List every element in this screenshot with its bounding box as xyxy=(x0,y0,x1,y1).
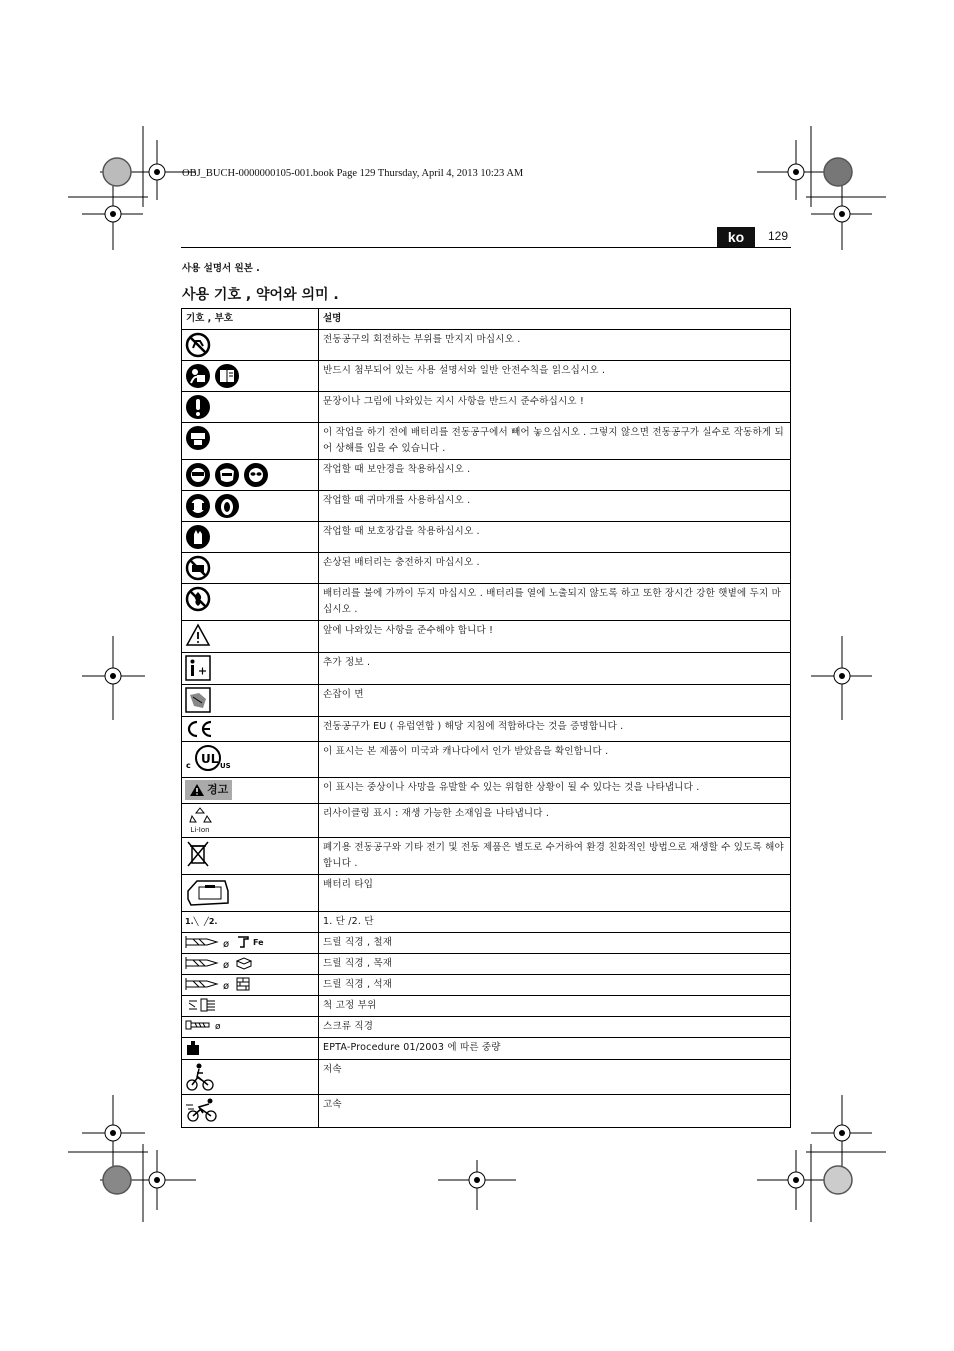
header-symbol: 기호 , 부호 xyxy=(182,309,319,330)
row-description: 전동공구의 회전하는 부위를 만지지 마십시오 . xyxy=(319,330,791,361)
table-row xyxy=(182,912,791,933)
warning-triangle-icon xyxy=(185,623,211,647)
ear-protection-icon xyxy=(185,493,211,519)
exclamation-icon xyxy=(185,394,211,420)
table-row xyxy=(182,392,791,423)
row-description: 작업할 때 귀마개를 사용하십시오 . xyxy=(319,491,791,522)
table-row xyxy=(182,330,791,361)
gear-stage-2-label: 2. xyxy=(208,917,218,926)
row-description: 앞에 나와있는 사항을 준수해야 합니다 ! xyxy=(319,621,791,653)
book-info-line: OBJ_BUCH-0000000105-001.book Page 129 Thursday, April 4, 2013 10:23 AM xyxy=(182,168,524,179)
row-description: 전동공구가 EU ( 유럽연합 ) 해당 지침에 적합하다는 것을 증명합니다 . xyxy=(319,717,791,742)
row-description: 손잡이 면 xyxy=(319,685,791,717)
row-description: 작업할 때 보호장갑을 착용하십시오 . xyxy=(319,522,791,553)
masonry-icon xyxy=(236,977,250,991)
row-description: 이 작업을 하기 전에 배터리를 전동공구에서 빼어 놓으십시오 . 그렇지 않으면 전동공구가 실수로 작동하게 되어 상해를 입을 수 있습니다 . xyxy=(319,423,791,460)
info-plus-icon xyxy=(185,655,211,681)
drill-bit-icon xyxy=(185,956,233,970)
drill-bit-icon xyxy=(185,977,233,991)
table-row xyxy=(182,804,791,838)
row-description: EPTA-Procedure 01/2003 에 따른 중량 xyxy=(319,1038,791,1060)
li-ion-label: Li-Ion xyxy=(190,826,210,834)
gear-stage-icon: 1.╲ ╱2. xyxy=(185,917,218,926)
header-description: 설명 xyxy=(319,309,791,330)
svg-text:ø: ø xyxy=(215,1022,221,1031)
svg-text:ø: ø xyxy=(223,960,230,970)
gear-stage-1-label: 1. xyxy=(185,917,194,926)
steel-icon xyxy=(236,935,250,949)
row-description: 배터리 타입 xyxy=(319,875,791,912)
page-number: 129 xyxy=(768,229,789,243)
row-description: 리사이클링 표시 : 재생 가능한 소재임을 나타냅니다 . xyxy=(319,804,791,838)
battery-pack-icon xyxy=(185,877,231,909)
table-row xyxy=(182,838,791,875)
glasses-icon xyxy=(243,462,269,488)
crossed-bin-icon xyxy=(185,840,211,868)
table-row xyxy=(182,954,791,975)
wood-icon xyxy=(236,956,252,970)
remove-battery-icon xyxy=(185,425,211,451)
table-row xyxy=(182,460,791,491)
goggles-icon xyxy=(185,462,211,488)
drill-bit-icon xyxy=(185,935,233,949)
slow-bicycle-icon xyxy=(185,1062,215,1092)
warning-label-icon xyxy=(185,780,232,800)
row-description: 드릴 직경 , 석재 xyxy=(319,975,791,996)
page-title: 사용 기호 , 약어와 의미 . xyxy=(182,287,339,303)
table-row xyxy=(182,522,791,553)
table-row xyxy=(182,1060,791,1095)
subtitle: 사용 설명서 원본 . xyxy=(182,263,260,274)
row-description: 스크류 직경 xyxy=(319,1017,791,1038)
row-description: 문장이나 그림에 나와있는 지시 사항을 반드시 준수하십시오 ! xyxy=(319,392,791,423)
no-fire-battery-icon xyxy=(185,586,211,612)
row-description: 작업할 때 보안경을 착용하십시오 . xyxy=(319,460,791,491)
ear-muff-icon xyxy=(214,493,240,519)
table-row xyxy=(182,717,791,742)
svg-text:ø: ø xyxy=(223,981,230,991)
table-row xyxy=(182,1017,791,1038)
read-manual-icon xyxy=(185,363,211,389)
table-row xyxy=(182,742,791,778)
svg-text:UL: UL xyxy=(201,752,219,766)
fast-bicycle-icon xyxy=(185,1097,219,1123)
row-description: 추가 정보 . xyxy=(319,653,791,685)
table-row xyxy=(182,361,791,392)
table-row xyxy=(182,653,791,685)
weight-icon xyxy=(185,1040,201,1056)
face-shield-icon xyxy=(214,462,240,488)
grip-surface-icon xyxy=(185,687,211,713)
row-description: 저속 xyxy=(319,1060,791,1095)
svg-text:c: c xyxy=(186,761,191,770)
table-row xyxy=(182,685,791,717)
table-row xyxy=(182,778,791,804)
table-row xyxy=(182,875,791,912)
table-row xyxy=(182,491,791,522)
warning-label-text: 경고 xyxy=(207,783,229,796)
row-description: 이 표시는 중상이나 사망을 유발할 수 있는 위험한 상황이 될 수 있다는 것을 나타냅니다 . xyxy=(319,778,791,804)
gloves-icon xyxy=(185,524,211,550)
li-ion-recycle-icon xyxy=(185,806,215,834)
language-badge: ko xyxy=(717,227,755,247)
table-row xyxy=(182,1095,791,1128)
row-description: 이 표시는 본 제품이 미국과 캐나다에서 인가 받았음을 확인합니다 . xyxy=(319,742,791,778)
row-description: 폐기용 전동공구와 기타 전기 및 전동 제품은 별도로 수거하여 환경 친화적인 방법으로 재생할 수 있도록 해야 합니다 . xyxy=(319,838,791,875)
ce-mark-icon xyxy=(185,719,215,739)
table-row xyxy=(182,996,791,1017)
screw-icon xyxy=(185,1019,225,1031)
table-row xyxy=(182,933,791,954)
fe-label: Fe xyxy=(253,938,264,947)
symbols-table xyxy=(181,308,791,1128)
table-row xyxy=(182,621,791,653)
table-row xyxy=(182,553,791,584)
row-description: 고속 xyxy=(319,1095,791,1128)
table-row xyxy=(182,1038,791,1060)
row-description: 1. 단 /2. 단 xyxy=(319,912,791,933)
row-description: 척 고정 부위 xyxy=(319,996,791,1017)
header-rule xyxy=(181,247,791,248)
table-row xyxy=(182,423,791,460)
row-description: 반드시 첨부되어 있는 사용 설명서와 일반 안전수칙을 읽으십시오 . xyxy=(319,361,791,392)
table-header-row xyxy=(182,309,791,330)
chuck-range-icon xyxy=(185,998,221,1012)
no-touch-rotating-icon xyxy=(185,332,211,358)
svg-text:US: US xyxy=(220,762,231,770)
manual-book-icon xyxy=(214,363,240,389)
row-description: 배터리를 불에 가까이 두지 마십시오 . 배터리를 열에 노출되지 않도록 하고 또한 장시간 강한 햇볕에 두지 마십시오 . xyxy=(319,584,791,621)
svg-text:ø: ø xyxy=(223,939,230,949)
row-description: 손상된 배터리는 충전하지 마십시오 . xyxy=(319,553,791,584)
row-description: 드릴 직경 , 목재 xyxy=(319,954,791,975)
table-row xyxy=(182,584,791,621)
table-row xyxy=(182,975,791,996)
row-description: 드릴 직경 , 철재 xyxy=(319,933,791,954)
cul-us-mark-icon xyxy=(185,744,231,772)
no-charge-damaged-battery-icon xyxy=(185,555,211,581)
